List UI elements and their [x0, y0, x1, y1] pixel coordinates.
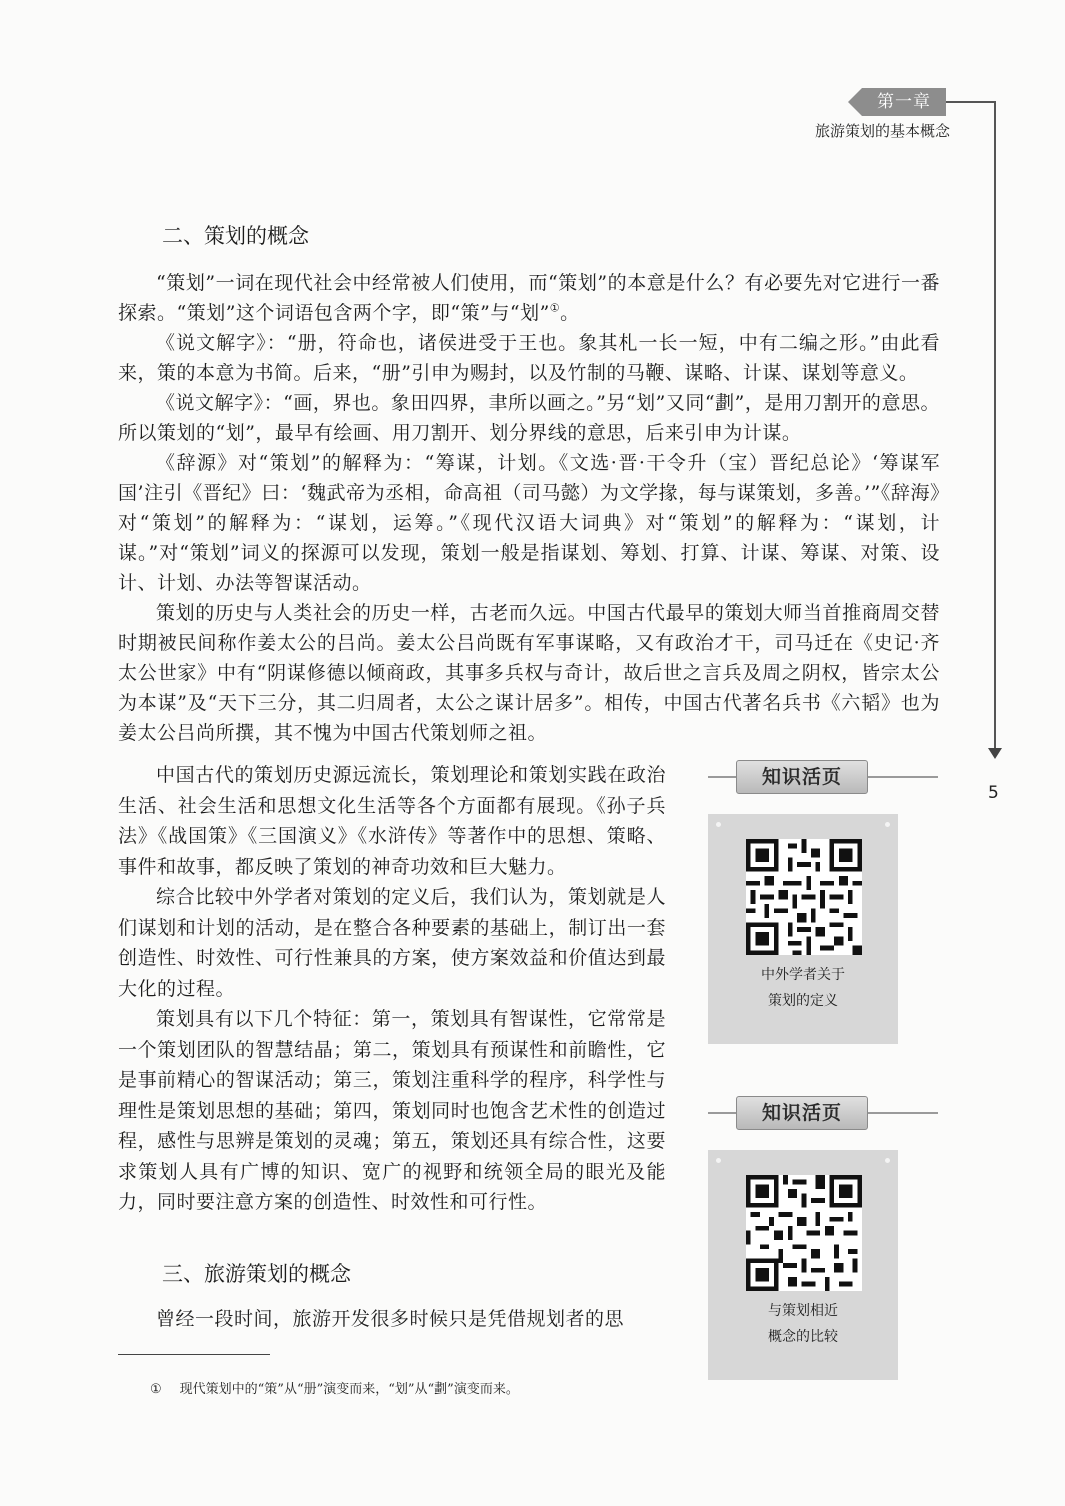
- paragraph-text: “策划”一词在现代社会中经常被人们使用，而“策划”的本意是什么？有必要先对它进行一番探索。“策划”这个词语包含两个字，即“策”与“划”: [118, 272, 940, 324]
- banner-label: 知识活页: [736, 1096, 868, 1130]
- paragraph: 策划具有以下几个特征：第一，策划具有智谋性，它常常是一个策划团队的智慧结晶；第二，策划具有预谋性和前瞻性，它是事前精心的智谋活动；第三，策划注重科学的程序，科学性与理性是策划思想的基础；第四，策划同时也饱含艺术性的创造过程，感性与思辨是策划的灵魂；第五，策划还具有综合性，这要求策划人具有广博的知识、宽广的视野和统领全局的眼光及能力，同时要注意方案的创造性、时效性和可行性。: [118, 1008, 666, 1213]
- knowledge-page-caption-line1: 与策划相近: [768, 1303, 838, 1319]
- pin-icon: [716, 1158, 721, 1163]
- paragraph-text-end: 。: [560, 302, 580, 324]
- knowledge-page-caption-line2: 策划的定义: [768, 993, 838, 1009]
- footnote-reference[interactable]: ①: [549, 301, 561, 315]
- knowledge-page-card[interactable]: [708, 1150, 898, 1380]
- paragraph: [118, 268, 940, 328]
- chapter-tab: 第一章: [862, 88, 946, 116]
- footnote: [150, 1378, 519, 1397]
- section-heading-3: 三、旅游策划的概念: [162, 1262, 351, 1286]
- paragraph: 《辞源》对“策划”的解释为：“筹谋，计划。《文选·晋·干令升（宝）晋纪总论》‘筹谋军国’注引《晋纪》曰：‘魏武帝为丞相，命高祖（司马懿）为文学掾，每与谋策划，多善。’”《辞海》对“策划”的解释为：“谋划，运筹。”《现代汉语大词典》对“策划”的解释为：“谋划，计谋。”对“策划”词义的探源可以发现，策划一般是指谋划、筹划、打算、计谋、筹谋、对策、设计、计划、办法等智谋活动。: [118, 452, 940, 594]
- paragraph: 曾经一段时间，旅游开发很多时候只是凭借规划者的思: [156, 1308, 625, 1330]
- page-number: 5: [988, 783, 999, 803]
- chapter-subtitle: 旅游策划的基本概念: [814, 122, 950, 140]
- paragraph: 《说文解字》：“画，界也。象田四界，聿所以画之。”另“划”又同“劃”，是用刀割开的意思。所以策划的“划”，最早有绘画、用刀割开、划分界线的意思，后来引申为计谋。: [118, 392, 940, 444]
- pin-icon: [716, 822, 721, 827]
- knowledge-page-banner: [708, 760, 938, 794]
- knowledge-page-card[interactable]: [708, 814, 898, 1044]
- knowledge-page-banner: [708, 1096, 938, 1130]
- paragraph: 《说文解字》：“册，符命也，诸侯进受于王也。象其札一长一短，中有二编之形。”由此看来，策的本意为书简。后来，“册”引申为赐封，以及竹制的马鞭、谋略、计谋、谋划等意义。: [118, 332, 940, 384]
- knowledge-page-caption-line1: 中外学者关于: [761, 967, 845, 983]
- banner-label: 知识活页: [736, 760, 868, 794]
- paragraph: 中国古代的策划历史源远流长，策划理论和策划实践在政治生活、社会生活和思想文化生活等各个方面都有展现。《孙子兵法》《战国策》《三国演义》《水浒传》等著作中的思想、策略、事件和故事，都反映了策划的神奇功效和巨大魅力。: [118, 764, 666, 878]
- header-divider: [946, 101, 994, 103]
- arrow-down-icon: [988, 748, 1002, 759]
- footnote-divider: [118, 1354, 270, 1355]
- pin-icon: [885, 822, 890, 827]
- qr-code-icon[interactable]: [746, 839, 862, 955]
- side-rule: [994, 101, 996, 751]
- footnote-text: 现代策划中的“策”从“册”演变而来，“划”从“劃”演变而来。: [179, 1382, 519, 1397]
- main-body-text: [118, 268, 940, 748]
- paragraph: 综合比较中外学者对策划的定义后，我们认为，策划就是人们谋划和计划的活动，是在整合各种要素的基础上，制订出一套创造性、时效性、可行性兼具的方案，使方案效益和价值达到最大化的过程。: [118, 886, 666, 1000]
- footnote-mark: ①: [150, 1382, 162, 1397]
- paragraph: 策划的历史与人类社会的历史一样，古老而久远。中国古代最早的策划大师当首推商周交替时期被民间称作姜太公的吕尚。姜太公吕尚既有军事谋略，又有政治才干，司马迁在《史记·齐太公世家》中有“阴谋修德以倾商政，其事多兵权与奇计，故后世之言兵及周之阴权，皆宗太公为本谋”及“天下三分，其二归周者，太公之谋计居多”。相传，中国古代著名兵书《六韬》也为姜太公吕尚所撰，其不愧为中国古代策划师之祖。: [118, 602, 940, 744]
- section-heading-2: 二、策划的概念: [162, 224, 309, 248]
- knowledge-page-caption-line2: 概念的比较: [768, 1329, 838, 1345]
- section3-body-text: [118, 1304, 666, 1334]
- narrow-body-text: [118, 760, 666, 1218]
- qr-code-icon[interactable]: [746, 1175, 862, 1291]
- pin-icon: [885, 1158, 890, 1163]
